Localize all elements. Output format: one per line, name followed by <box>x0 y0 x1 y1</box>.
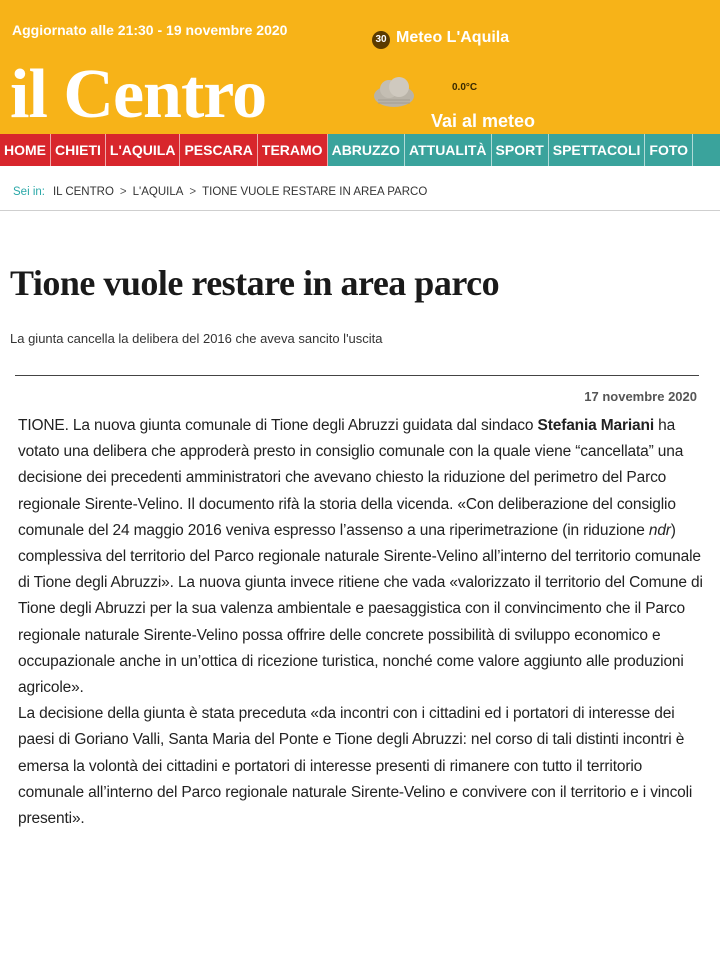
paragraph-text: ) complessiva del territorio del Parco regionale naturale Sirente-Velino all’interno del territorio comunale di Tione degli Abruzzi». La nuova giunta invece ritiene che vada «valorizzato il territorio del Comune di Tione degli Abruzzi per la sua valenza ambientale e paesaggistica con il convincimento che il Parco regionale naturale Sirente-Velino possa offrire delle concrete possibilità di sviluppo economico e occupazionale anche in un’ottica di ricezione turistica, nonché come valore aggiunto alle produzioni agricole». <box>18 521 703 697</box>
article-date: 17 novembre 2020 <box>584 389 697 404</box>
last-updated: Aggiornato alle 21:30 - 19 novembre 2020 <box>12 22 288 38</box>
meteo-button[interactable]: Vai al meteo <box>431 111 536 131</box>
nav-item-pescara[interactable]: PESCARA <box>180 134 257 166</box>
meteo-day-badge: 30 <box>372 31 390 49</box>
breadcrumb-divider <box>0 210 720 211</box>
main-nav <box>0 134 720 166</box>
article-divider <box>15 375 699 376</box>
article-body <box>18 413 708 832</box>
site-header <box>0 0 720 134</box>
nav-item-spettacoli[interactable]: SPETTACOLI <box>549 134 646 166</box>
nav-item-home[interactable]: HOME <box>0 134 51 166</box>
breadcrumb <box>13 186 427 198</box>
nav-item-sport[interactable]: SPORT <box>492 134 549 166</box>
nav-item-chieti[interactable]: CHIETI <box>51 134 106 166</box>
mayor-name: Stefania Mariani <box>537 417 654 434</box>
nav-item-teramo[interactable]: TERAMO <box>258 134 328 166</box>
breadcrumb-separator: > <box>189 186 197 198</box>
article-paragraph <box>18 413 708 701</box>
article-title: Tione vuole restare in area parco <box>10 263 500 303</box>
breadcrumb-item-section[interactable]: L'AQUILA <box>132 186 184 198</box>
editor-note: ndr <box>648 521 671 539</box>
paragraph-text: TIONE. La nuova giunta comunale di Tione degli Abruzzi guidata dal sindaco <box>18 417 538 434</box>
breadcrumb-item-current: TIONE VUOLE RESTARE IN AREA PARCO <box>202 186 428 198</box>
paragraph-text: ha votato una delibera che approderà presto in consiglio comunale con la quale viene “cancellata” una decisione dei precedenti amministratori che avevano chiesto la riduzione del perimetro del Parco regionale Sirente-Velino. Il documento rifà la storia della vicenda. «Con deliberazione del consiglio comunale del 24 maggio 2016 veniva espresso l’assenso a una riperimetrazione (in riduzione <box>18 417 684 539</box>
breadcrumb-separator: > <box>119 186 127 198</box>
meteo-link[interactable]: Meteo L'Aquila <box>396 29 510 46</box>
breadcrumb-item-home[interactable]: IL CENTRO <box>52 186 114 198</box>
nav-item-foto[interactable]: FOTO <box>645 134 693 166</box>
temperature: 0.0°C <box>452 82 478 93</box>
breadcrumb-label: Sei in: <box>13 186 45 198</box>
cloud-icon <box>372 74 416 108</box>
article-subtitle: La giunta cancella la delibera del 2016 che aveva sancito l'uscita <box>10 331 383 346</box>
nav-item-laquila[interactable]: L'AQUILA <box>106 134 181 166</box>
site-logo[interactable]: il Centro <box>10 56 267 133</box>
article-paragraph: La decisione della giunta è stata preceduta «da incontri con i cittadini ed i portatori di interesse dei paesi di Goriano Valli, Santa Maria del Ponte e Tione degli Abruzzi: nel corso di tali distinti incontri è emersa la volontà dei cittadini e portatori di interesse presenti di rimanere con tutto il territorio comunale all’interno del Parco regionale naturale Sirente-Velino e convivere con il territorio e i vincoli presenti». <box>18 705 693 828</box>
nav-item-attualita[interactable]: ATTUALITÀ <box>405 134 492 166</box>
nav-item-abruzzo[interactable]: ABRUZZO <box>328 134 405 166</box>
